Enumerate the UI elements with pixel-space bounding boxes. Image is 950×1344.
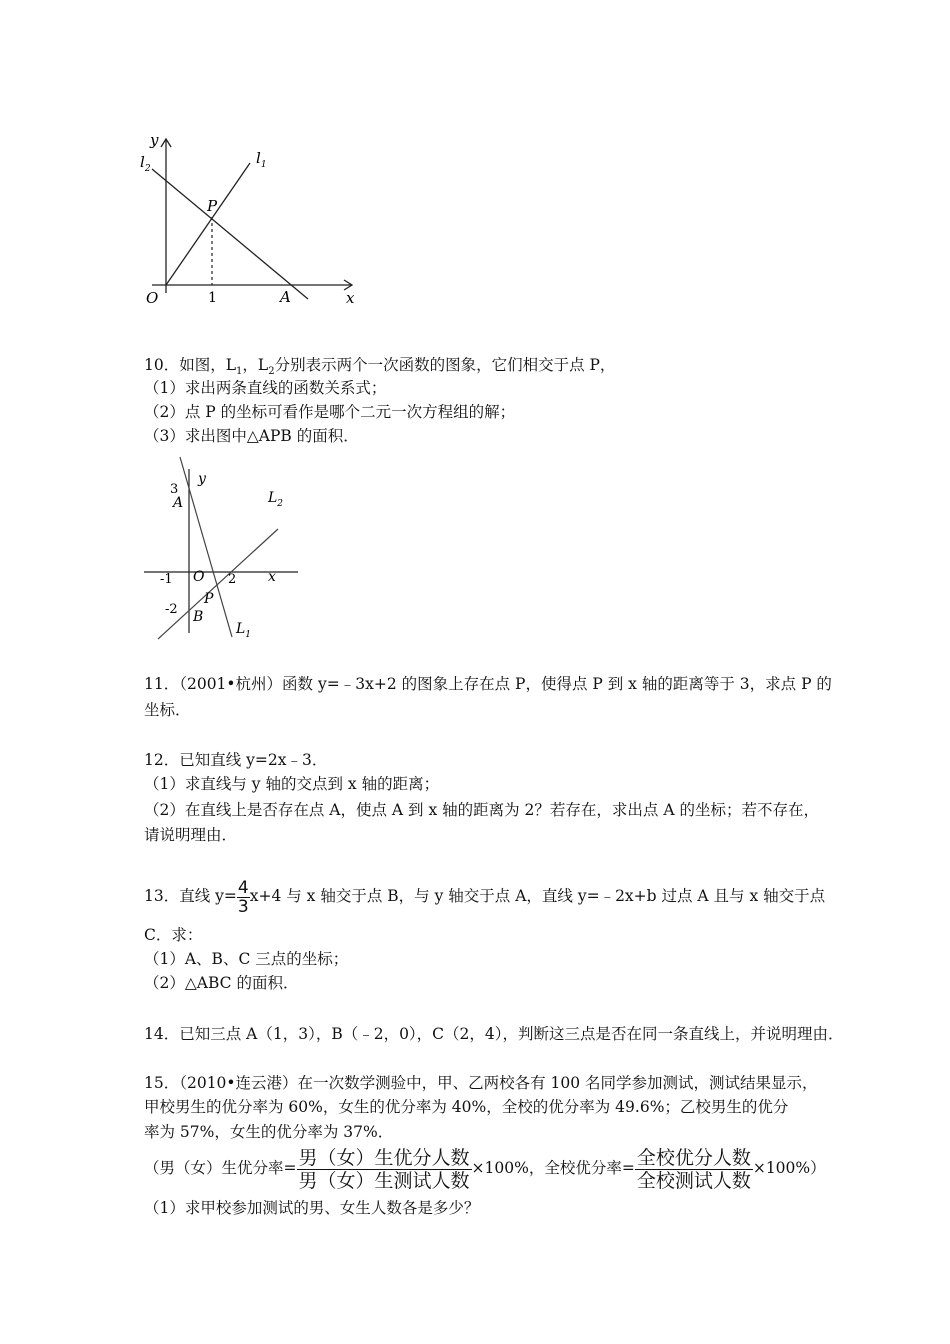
q13-line2: C．求： bbox=[144, 926, 203, 944]
label-y: y bbox=[150, 131, 159, 149]
label-y: y bbox=[198, 471, 206, 487]
q12-part1: （1）求直线与 y 轴的交点到 x 轴的距离； bbox=[144, 775, 440, 793]
label-a: A bbox=[173, 495, 184, 511]
label-o: O bbox=[193, 569, 205, 585]
q12-part3: 请说明理由． bbox=[144, 826, 238, 844]
label-one: 1 bbox=[208, 290, 217, 306]
label-l2: $l_2$ bbox=[140, 153, 151, 174]
q10-stem: 10．如图，$L_1$，$L_2$分别表示两个一次函数的图象，它们相交于点 P， bbox=[144, 356, 616, 378]
label-neg2: -2 bbox=[165, 602, 178, 617]
q11-line1: 11．（2001•杭州）函数 y=﹣3x+2 的图象上存在点 P，使得点 P 到 x 轴的距离等于 3，求点 P 的 bbox=[144, 675, 832, 693]
label-a: A bbox=[280, 288, 291, 306]
q12-part2: （2）在直线上是否存在点 A，使点 A 到 x 轴的距离为 2？若存在，求出点 A 的坐标；若不存在， bbox=[144, 801, 819, 819]
q14-text: 14．已知三点 A（1，3），B（﹣2，0），C（2，4），判断这三点是否在同一条直线上，并说明理由． bbox=[144, 1025, 844, 1043]
line-L1 bbox=[180, 457, 232, 637]
line-L2 bbox=[158, 529, 278, 639]
label-L1: $L_1$ bbox=[236, 621, 252, 640]
label-o: O bbox=[146, 289, 159, 307]
label-L2: $L_2$ bbox=[268, 490, 284, 509]
label-p: P bbox=[204, 591, 214, 607]
label-x: x bbox=[346, 289, 355, 307]
label-three: 3 bbox=[170, 482, 179, 497]
q10-part3: （3）求出图中△APB 的面积． bbox=[144, 427, 359, 445]
q11-line2: 坐标． bbox=[144, 701, 191, 719]
label-neg1: -1 bbox=[160, 572, 173, 587]
figure-intersecting-lines-2 bbox=[140, 455, 310, 645]
q15-line1: 15．（2010•连云港）在一次数学测验中，甲、乙两校各有 100 名同学参加测试，测试结果显示， bbox=[144, 1074, 818, 1092]
label-b: B bbox=[193, 609, 204, 625]
figure-intersecting-lines-1 bbox=[130, 125, 370, 315]
q10-part1: （1）求出两条直线的函数关系式； bbox=[144, 379, 387, 397]
q15-line3: 率为 57%，女生的优分率为 37%． bbox=[144, 1123, 394, 1141]
q10-part2: （2）点 P 的坐标可看作是哪个二元一次方程组的解； bbox=[144, 403, 516, 421]
fraction-gender-rate: $\frac{\text{男（女）生优分人数}}{\text{男（女）生测试人数}}$ bbox=[298, 1146, 470, 1192]
q13-part1: （1）A、B、C 三点的坐标； bbox=[144, 950, 349, 968]
line-l1 bbox=[166, 163, 250, 285]
label-two: 2 bbox=[228, 572, 237, 587]
q12-stem: 12．已知直线 y=2x﹣3． bbox=[144, 751, 328, 769]
q15-formula: （男（女）生优分率= $\frac{\text{男（女）生优分人数}}{\text{男（女）生测试人数}}$ ×100%，全校优分率= $\frac{\text{全校优分人数}}{\text{全校测试人数}}$ ×100%） bbox=[144, 1146, 826, 1192]
label-l1: $l_1$ bbox=[256, 149, 267, 170]
q15-part1: （1）求甲校参加测试的男、女生人数各是多少？ bbox=[144, 1199, 480, 1217]
fraction-school-rate: $\frac{\text{全校优分人数}}{\text{全校测试人数}}$ bbox=[636, 1146, 751, 1192]
q13-part2: （2）△ABC 的面积． bbox=[144, 974, 299, 992]
q15-line2: 甲校男生的优分率为 60%，女生的优分率为 40%，全校的优分率为 49.6%；乙校男生的优分 bbox=[144, 1098, 789, 1116]
label-p: P bbox=[207, 197, 218, 215]
q13-stem: 13．直线 y= $\frac{4}{3}$ x+4 与 x 轴交于点 B，与 y 轴交于点 A，直线 y=﹣2x+b 过点 A 且与 x 轴交于点 bbox=[144, 877, 826, 917]
label-x: x bbox=[268, 569, 276, 585]
fraction-four-thirds: $\frac{4}{3}$ bbox=[237, 877, 249, 917]
line-l2 bbox=[152, 169, 308, 299]
